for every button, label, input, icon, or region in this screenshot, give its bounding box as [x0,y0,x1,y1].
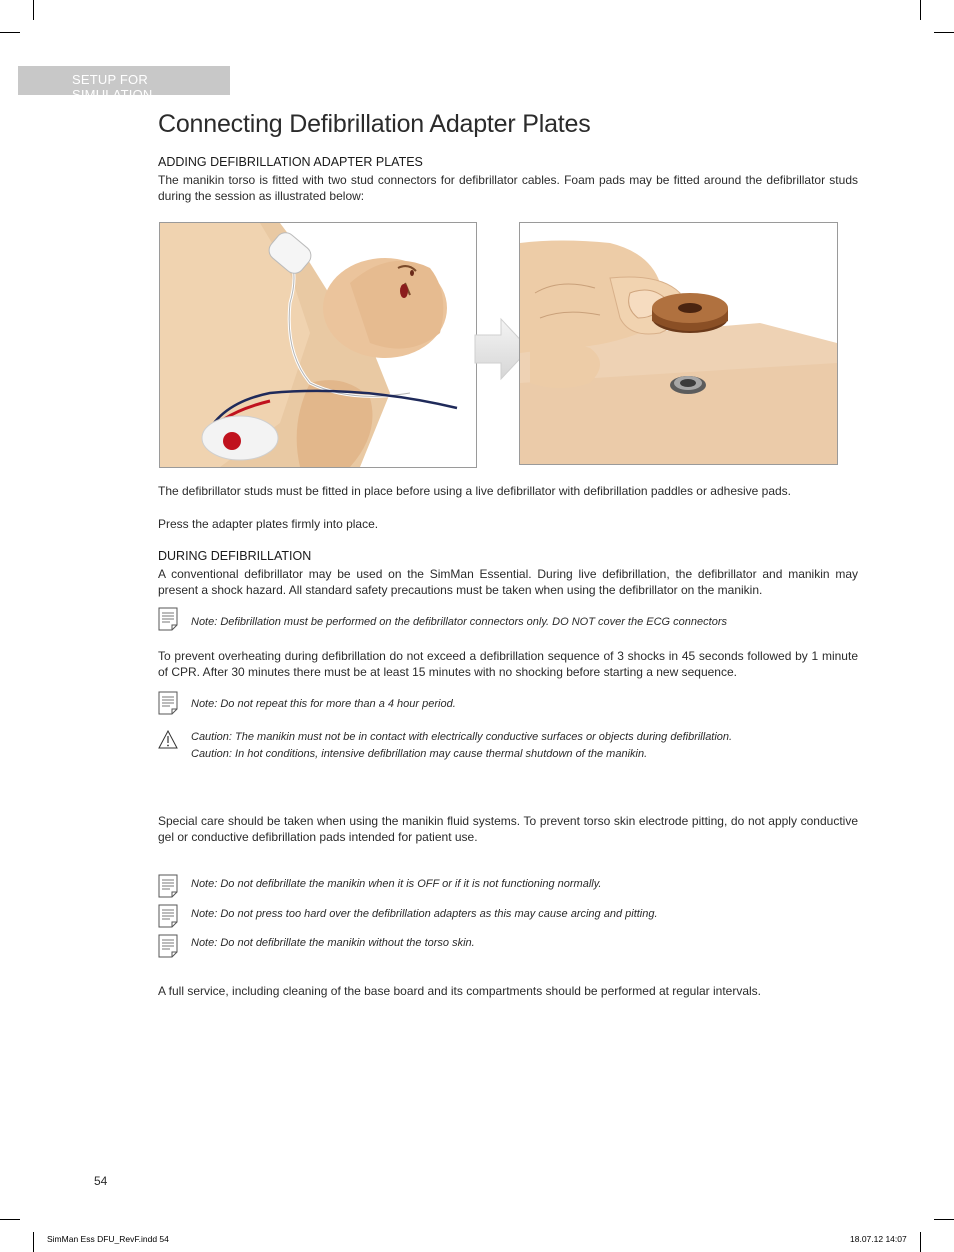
note-icon [158,874,178,898]
print-slug-date: 18.07.12 14:07 [850,1234,907,1244]
note-row [158,934,858,958]
crop-mark [0,1219,20,1220]
caution-triangle-icon [158,730,178,750]
crop-mark [920,0,921,20]
figure-manikin-cable [159,222,477,468]
crop-mark [934,1219,954,1220]
note-icon [158,691,178,715]
crop-mark [33,0,34,20]
heading-during: DURING DEFIBRILLATION [158,549,312,563]
during-paragraph: A conventional defibrillator may be used on the SimMan Essential. During live defibrillation, the defibrillator and manikin may present a shock hazard. All standard safety precautions must be taken when using the defibrillator on the manikin. [158,567,858,597]
note-row [158,607,858,631]
note-row [158,691,858,715]
note-row [158,904,858,928]
manikin-illustration [160,223,476,467]
figure-adapter-plate [519,222,838,465]
page-number: 54 [94,1174,108,1188]
studs-paragraph: The defibrillator studs must be fitted in place before using a live defibrillator with defibrillation paddles or adhesive pads. [158,484,792,498]
note-text: Note: Do not press too hard over the defibrillation adapters as this may cause arcing and pitting. [191,908,658,920]
caution-text: Caution: The manikin must not be in contact with electrically conductive surfaces or objects during defibrillation. [191,731,733,743]
note-text: Note: Do not defibrillate the manikin when it is OFF or if it is not functioning normally. [191,878,602,890]
adapter-plate-illustration [520,223,837,464]
care-paragraph: Special care should be taken when using the manikin fluid systems. To prevent torso skin electrode pitting, do not apply conductive gel or conductive defibrillation pads intended for patient use. [158,814,858,844]
press-paragraph: Press the adapter plates firmly into place. [158,517,379,531]
page-title: Connecting Defibrillation Adapter Plates [158,110,591,138]
note-text: Note: Do not repeat this for more than a 4 hour period. [191,698,456,710]
note-text: Note: Do not defibrillate the manikin without the torso skin. [191,937,475,949]
overheating-paragraph: To prevent overheating during defibrillation do not exceed a defibrillation sequence of 3 shocks in 45 seconds followed by 1 minute of CPR. After 30 minutes there must be at least 15 minutes with no shocking before starting a new sequence. [158,649,858,679]
note-icon [158,607,178,631]
note-icon [158,934,178,958]
service-paragraph: A full service, including cleaning of the base board and its compartments should be performed at regular intervals. [158,984,761,998]
note-text: Note: Defibrillation must be performed on the defibrillator connectors only. DO NOT cover the ECG connectors [191,616,727,628]
note-icon [158,904,178,928]
print-slug-file: SimMan Ess DFU_RevF.indd 54 [47,1234,169,1244]
crop-mark [934,32,954,33]
section-tab [18,66,230,102]
note-row [158,874,858,898]
caution-text: Caution: In hot conditions, intensive defibrillation may cause thermal shutdown of the manikin. [191,748,648,760]
section-label: SETUP FOR SIMULATION [72,72,153,102]
crop-mark [0,32,20,33]
crop-mark [33,1232,34,1252]
crop-mark [920,1232,921,1252]
caution-row [158,730,858,766]
intro-paragraph: The manikin torso is fitted with two stud connectors for defibrillator cables. Foam pads may be fitted around the defibrillator studs during the session as illustrated below: [158,173,858,203]
heading-adding: ADDING DEFIBRILLATION ADAPTER PLATES [158,155,423,169]
